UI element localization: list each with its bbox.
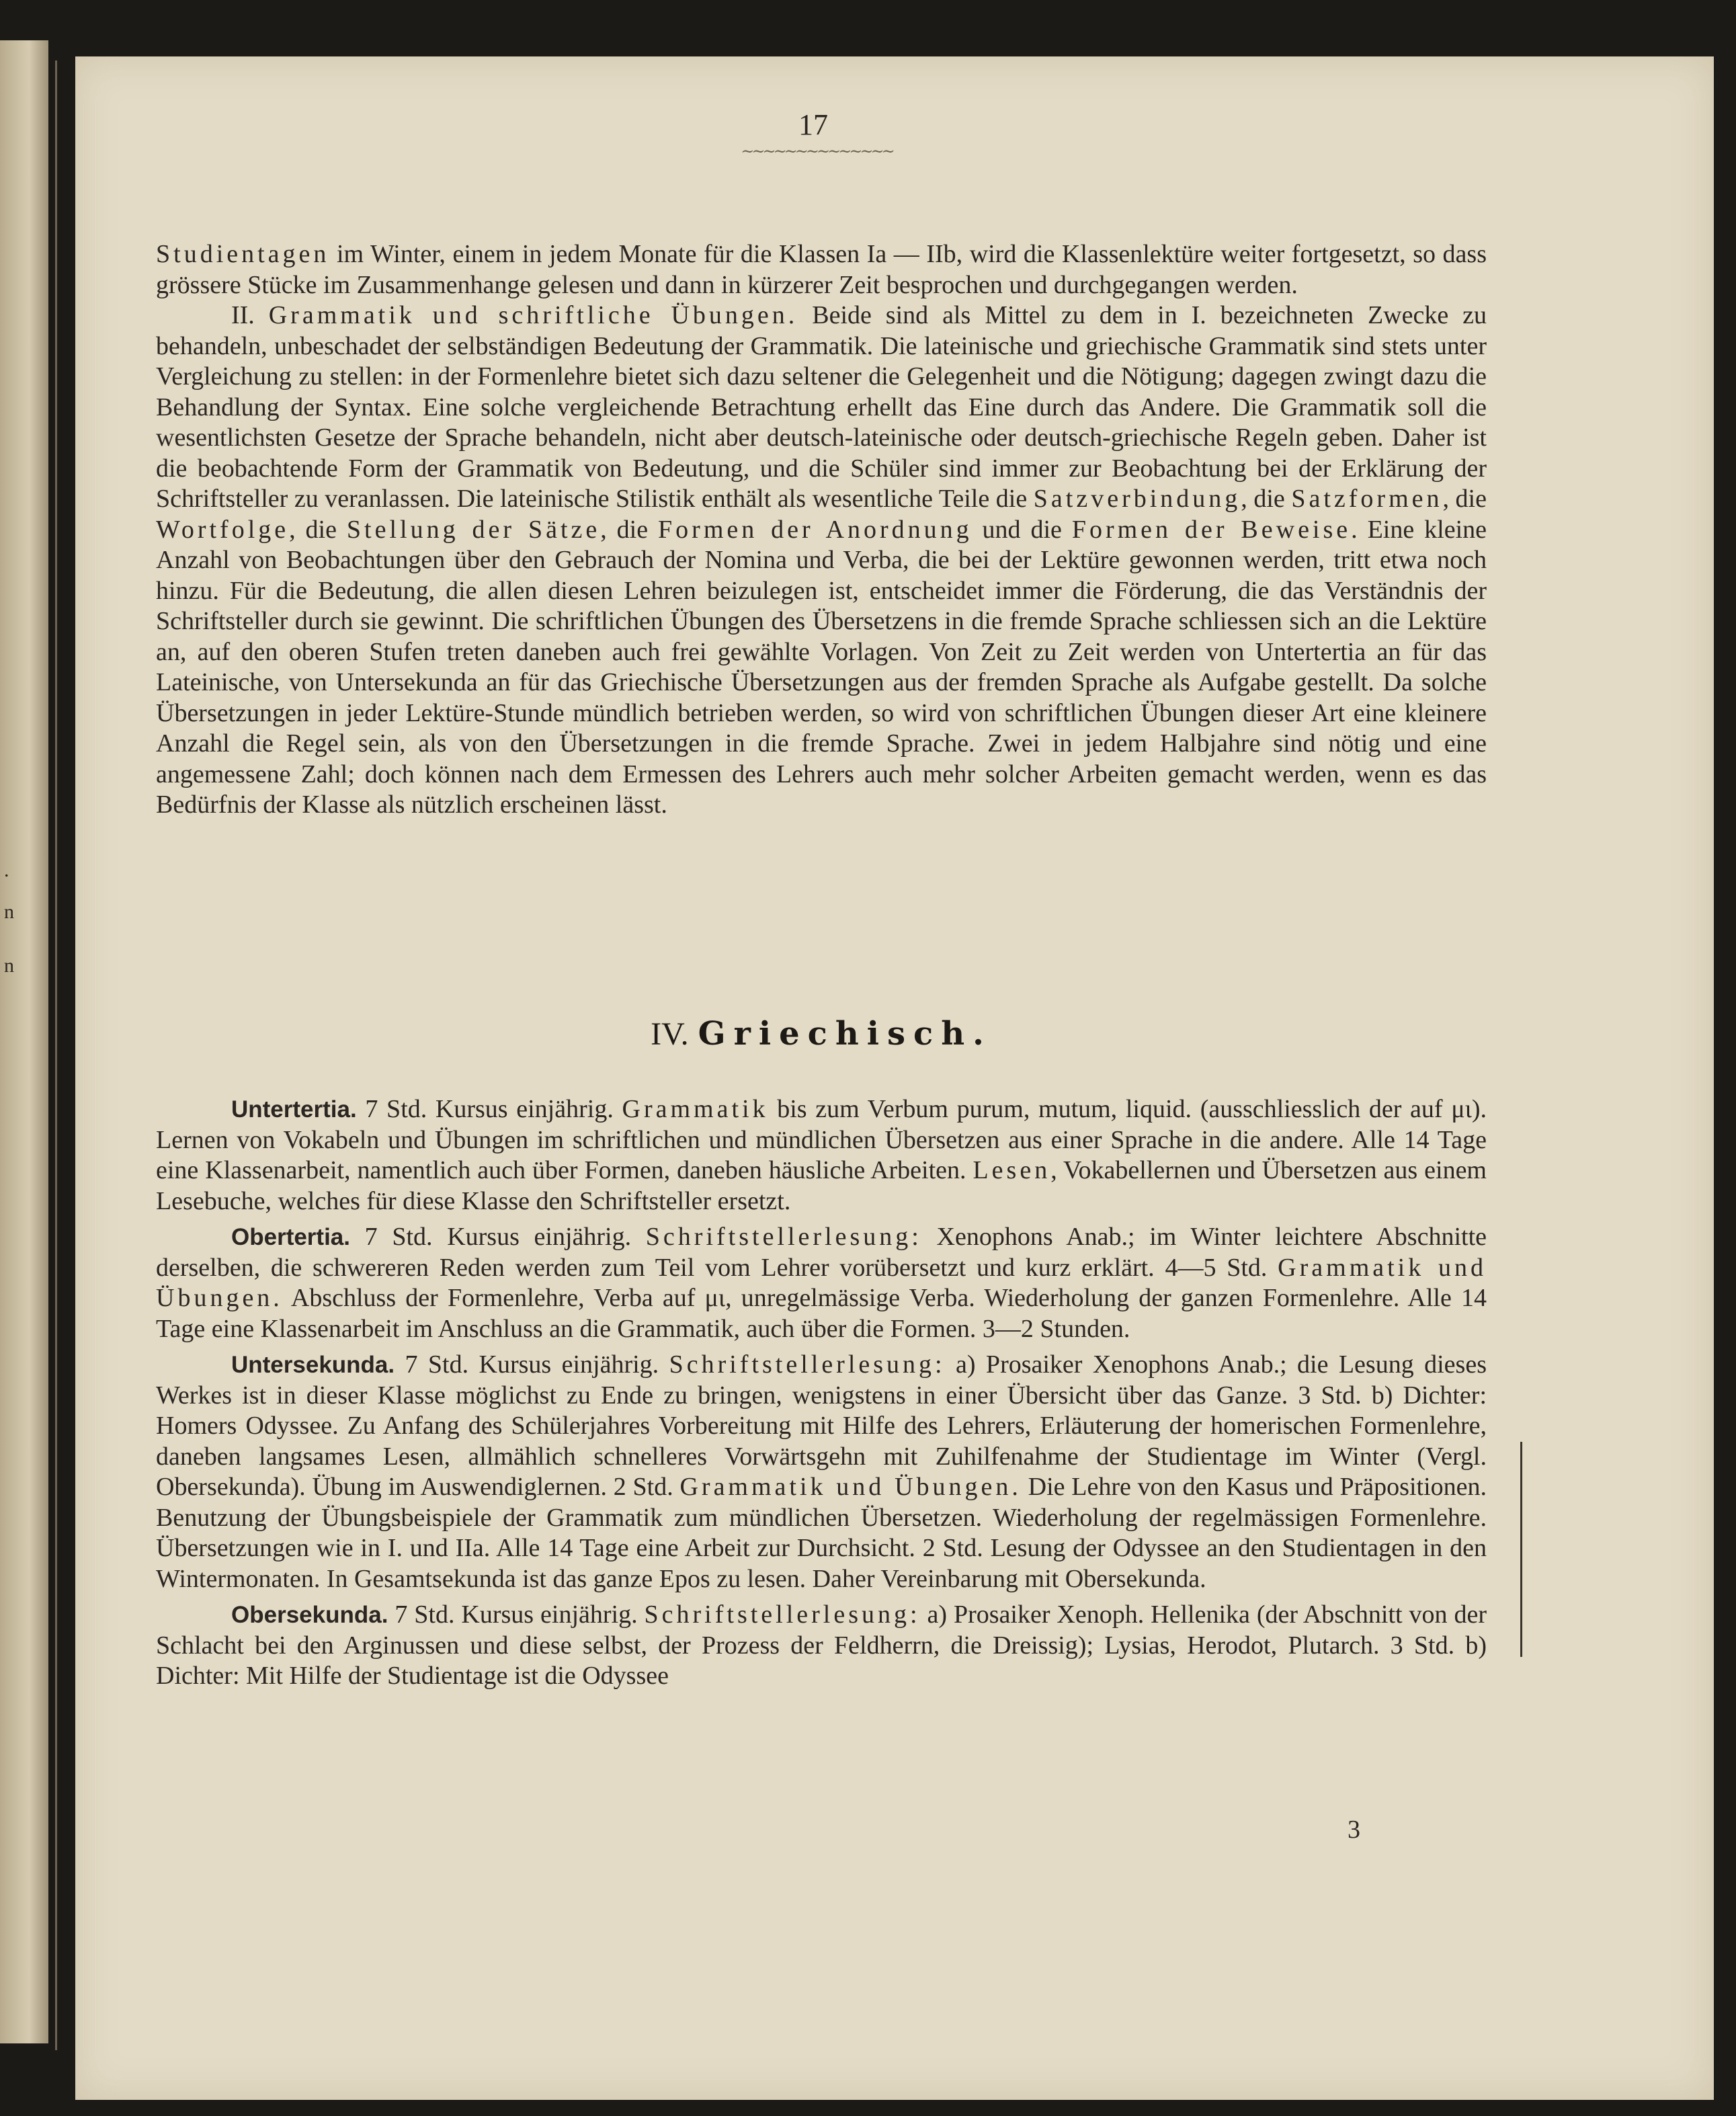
class-label: Untersekunda. <box>231 1352 395 1378</box>
spaced-term: Grammatik und Übungen. <box>679 1473 1022 1501</box>
book-spine <box>55 60 69 2050</box>
class-entry-obersekunda <box>156 1600 1487 1692</box>
class-label: Obertertia. <box>231 1224 350 1250</box>
class-text: , Vokabellernen und Übersetzen aus einem Lesebuche, welches für diese Klasse den Schriftsteller ersetzt. <box>156 1156 1487 1215</box>
previous-page-edge <box>0 40 48 2043</box>
paragraph-grammatik <box>156 300 1487 821</box>
section-title-word: Griechisch. <box>698 1015 992 1053</box>
paragraph-text: , die <box>1442 485 1487 513</box>
paragraph-text: . Eine kleine Anzahl von Beobachtungen über den Gebrauch der Nomina und Verba, die bei der Lektüre gewonnen werden, tritt etwa noch hinzu. Für die Bedeutung, die allen diesen Lehren beizulegen ist, entscheidet immer die Förderung, die das Verständnis der Schriftsteller durch sie gewinnt. Die schriftlichen Übungen des Übersetzens in die fremde Sprache schliessen sich an die Lektüre an, auf den oberen Stufen treten daneben auch frei gewählte Vorlagen. Von Zeit zu Zeit werden von Untertertia an für das Lateinische, von Untersekunda an für das Griechische Übersetzungen aus der fremden Sprache als Aufgabe gestellt. Da solche Übersetzungen in jeder Lektüre-Stunde mündlich betrieben werden, so wird von schriftlichen Übungen dieser Art eine kleinere Anzahl die Regel sein, als von den Übersetzungen in die fremde Sprache. Zwei in jedem Halbjahre sind nötig und eine angemessene Zahl; doch können nach dem Ermessen des Lehrers auch mehr solcher Arbeiten gemacht werden, wenn es das Bedürfnis der Klasse als nützlich erscheinen lässt. <box>156 515 1487 819</box>
spaced-term: Grammatik <box>622 1095 769 1123</box>
prev-letter: . <box>4 859 9 881</box>
page-number-ornament: ~~~~~~~~~~~~~~ <box>741 142 893 161</box>
spaced-term: Satzverbindung <box>1033 485 1241 513</box>
spaced-term: Satzformen <box>1291 485 1443 513</box>
spaced-term: Schriftstellerlesung: <box>644 1600 921 1629</box>
class-text: bis zum Verbum purum, mutum, liquid. (ausschliesslich der auf μι). Lernen von Vokabeln und Übungen im schriftlichen und mündlichen Übersetzen aus einer Sprache in die andere. Alle 14 Tage eine Klassenarbeit, namentlich auch über Formen, daneben häusliche Arbeiten. <box>156 1095 1487 1184</box>
class-label: Obersekunda. <box>231 1602 388 1628</box>
spaced-term: Grammatik und Übungen. <box>156 1253 1487 1312</box>
paragraph-studientage <box>156 239 1487 300</box>
spaced-term: Lesen <box>973 1156 1051 1184</box>
greek-classes <box>156 1094 1487 1692</box>
class-entry-untertertia <box>156 1094 1487 1217</box>
class-text: 7 Std. Kursus einjährig. <box>356 1095 622 1123</box>
class-entry-obertertia <box>156 1222 1487 1344</box>
section-heading-griechisch <box>156 1015 1487 1053</box>
prev-letter: n <box>4 954 14 977</box>
class-text: Die Lehre von den Kasus und Präpositionen. Benutzung der Übungsbeispiele der Grammatik zum mündlichen Übersetzen. Wiederholung der regelmässigen Formenlehre. Übersetzungen wie in I. und IIa. Alle 14 Tage eine Arbeit zur Durchsicht. 2 Std. Lesung der Odyssee an den Studientagen in den Wintermonaten. In Gesamtsekunda ist das ganze Epos zu lesen. Daher Vereinbarung mit Obersekunda. <box>156 1473 1487 1593</box>
spaced-term: Studientagen <box>156 240 330 268</box>
continued-section <box>156 239 1487 821</box>
spaced-term: Stellung der Sätze <box>346 515 601 544</box>
margin-bracket <box>1520 1442 1526 1657</box>
class-text: 7 Std. Kursus einjährig. <box>350 1223 646 1251</box>
spaced-term: Wortfolge <box>156 515 290 544</box>
spaced-term: Grammatik und schriftliche Übungen. <box>268 301 798 329</box>
page-number: 17 <box>798 108 828 141</box>
paragraph-text: , die <box>1241 485 1292 513</box>
paragraph-text: , die <box>289 515 347 544</box>
class-text: a) Prosaiker Xenoph. Hellenika (der Abschnitt von der Schlacht bei den Arginussen und diese selbst, der Prozess der Feldherrn, die Dreissig); Lysias, Herodot, Plutarch. 3 Std. b) Dichter: Mit Hilfe der Studientage ist die Odyssee <box>156 1600 1487 1690</box>
spaced-term: Formen der Beweise <box>1071 515 1352 544</box>
spaced-term: Schriftstellerlesung: <box>669 1350 946 1379</box>
paragraph-prefix: II. <box>231 301 269 329</box>
prev-letter: n <box>4 901 14 923</box>
section-numeral: IV. <box>651 1016 689 1052</box>
previous-page-letters <box>4 854 24 983</box>
class-text: a) Prosaiker Xenophons Anab.; die Lesung dieses Werkes ist in dieser Klasse möglichst zu Ende zu bringen, wenigstens in einer Übersicht über das Ganze. 3 Std. b) Dichter: Homers Odyssee. Zu Anfang des Schülerjahres Vorbereitung mit Hilfe des Lehrers, Erläuterung der homerischen Formenlehre, daneben langsames Lesen, allmählich schnelleres Vorwärtsgehn mit Zuhilfenahme der Studientage im Winter (Vergl. Obersekunda). Übung im Auswendiglernen. 2 Std. <box>156 1350 1487 1501</box>
class-text: 7 Std. Kursus einjährig. <box>388 1600 645 1629</box>
spaced-term: Formen der Anordnung <box>658 515 973 544</box>
paragraph-text: , die <box>600 515 659 544</box>
paragraph-text: im Winter, einem in jedem Monate für die Klassen Ia — IIb, wird die Klassenlektüre weiter fortgesetzt, so dass grössere Stücke im Zusammenhange gelesen und dann in kürzerer Zeit besprochen und durchgegangen werden. <box>156 240 1487 299</box>
class-entry-untersekunda <box>156 1350 1487 1594</box>
class-text: Xenophons Anab.; im Winter leichtere Abschnitte derselben, die schwereren Reden werden zum Teil vom Lehrer vorübersetzt und kurz erklärt. 4—5 Std. <box>156 1223 1487 1282</box>
spaced-term: Schriftstellerlesung: <box>645 1223 922 1251</box>
paragraph-text: und die <box>972 515 1072 544</box>
class-text: 7 Std. Kursus einjährig. <box>395 1350 669 1379</box>
class-label: Untertertia. <box>231 1096 357 1123</box>
paragraph-text: Beide sind als Mittel zu dem in I. bezeichneten Zwecke zu behandeln, unbeschadet der selbständigen Bedeutung der Grammatik. Die lateinische und griechische Grammatik sind stets unter Vergleichung zu stellen: in der Formenlehre bietet sich dazu seltener die Gelegenheit und die Nötigung; dagegen zwingt dazu die Behandlung der Syntax. Eine solche vergleichende Betrachtung erhellt das Eine durch das Andere. Die Grammatik soll die wesentlichsten Gesetze der Sprache behandeln, nicht aber deutsch-lateinische oder deutsch-griechische Regeln geben. Daher ist die beobachtende Form der Grammatik von Bedeutung, und die Schüler sind immer zur Beobachtung bei der Erklärung der Schriftsteller zu veranlassen. Die lateinische Stilistik enthält als wesentliche Teile die <box>156 301 1487 513</box>
class-text: Abschluss der Formenlehre, Verba auf μι, unregelmässige Verba. Wiederholung der ganzen Formenlehre. Alle 14 Tage eine Klassenarbeit im Anschluss an die Grammatik, auch über die Formen. 3—2 Stunden. <box>156 1284 1487 1343</box>
printer-signature-mark: 3 <box>1348 1816 1360 1844</box>
